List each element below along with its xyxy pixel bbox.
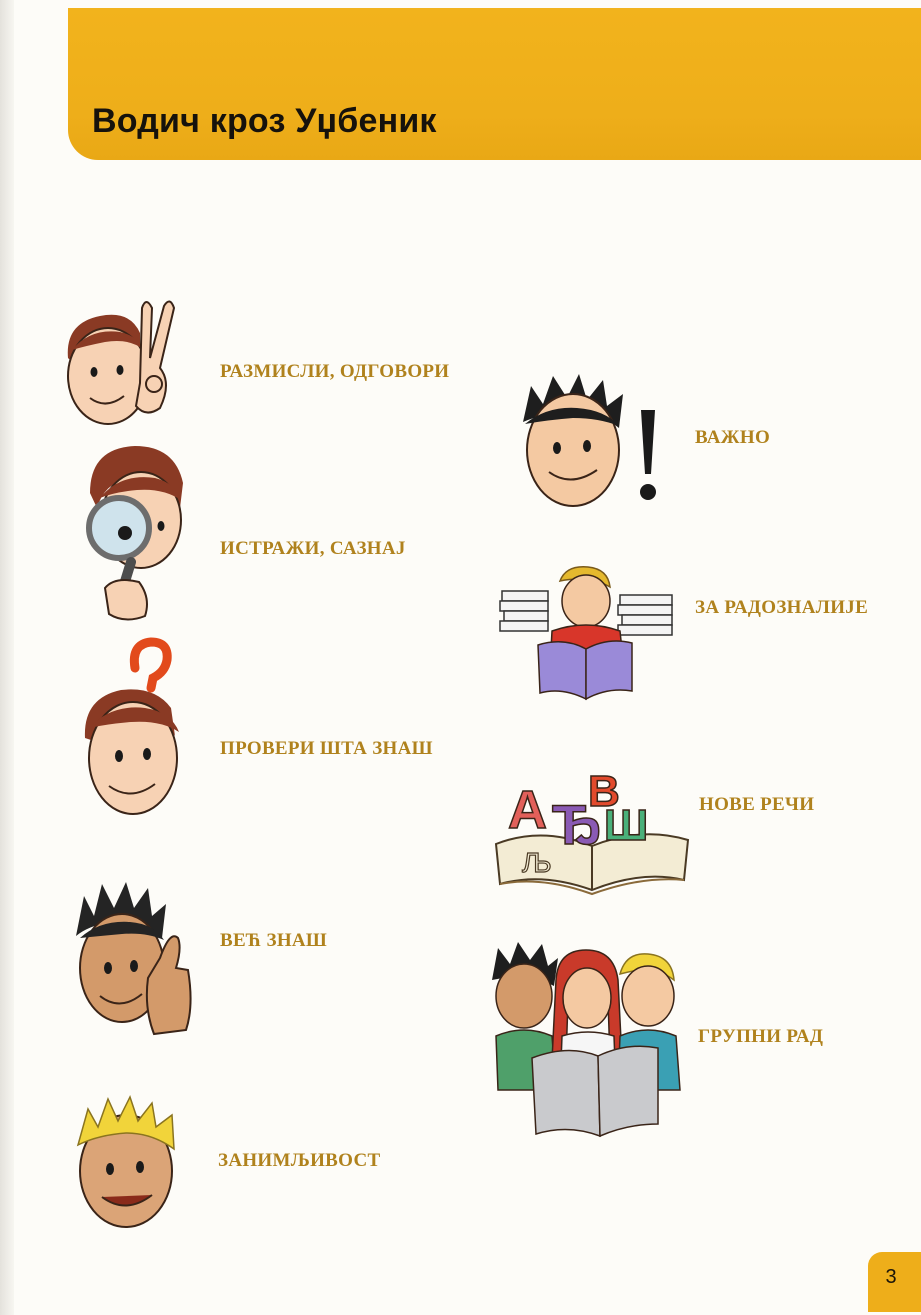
blond-boy-icon [72, 1095, 182, 1235]
legend-item-razmisli [60, 288, 500, 438]
thumbs-up-boy-icon [70, 878, 200, 1038]
legend-item-vec-znas [70, 878, 490, 1038]
page-title: Водич кроз Уџбеник [92, 102, 437, 140]
legend-label: ИСТРАЖИ, САЗНАЈ [220, 538, 406, 559]
page-binding-edge [0, 0, 14, 1315]
legend-item-zanimljivost [72, 1095, 492, 1235]
legend-label: РАЗМИСЛИ, ОДГОВОРИ [220, 361, 450, 382]
legend-label: ВАЖНО [695, 427, 771, 448]
legend-item-vazno [515, 372, 895, 512]
legend-label: ЗА РАДОЗНАЛИЈЕ [695, 597, 869, 618]
legend-item-proveri [75, 640, 495, 830]
letter-lje: Љ [522, 847, 552, 878]
legend-label: ГРУПНИ РАД [698, 1026, 824, 1047]
thinking-boy-icon [60, 288, 200, 438]
alphabet-book-icon [492, 760, 692, 900]
legend-item-grupni-rad [488, 940, 908, 1140]
page-number-tab [868, 1252, 921, 1312]
letter-sha: Ш [604, 801, 649, 850]
reading-boy-icon [500, 565, 675, 705]
legend-item-nove-reci [492, 760, 902, 900]
letter-ve: В [588, 767, 620, 816]
legend-label: ЗАНИМЉИВОСТ [218, 1150, 381, 1171]
magnifier-boy-icon [75, 438, 205, 628]
legend-item-za-radoznalije [500, 565, 910, 705]
legend-item-istrazi [75, 438, 495, 628]
group-reading-icon [488, 940, 688, 1140]
question-boy-icon [75, 640, 195, 830]
letter-a: А [508, 780, 547, 840]
legend-label: ВЕЋ ЗНАШ [220, 930, 328, 951]
page-number: 3 [885, 1266, 897, 1288]
legend-label: НОВЕ РЕЧИ [699, 794, 815, 815]
exclamation-boy-icon [515, 372, 665, 512]
legend-label: ПРОВЕРИ ШТА ЗНАШ [220, 738, 433, 759]
letter-dje: Ђ [552, 793, 602, 856]
